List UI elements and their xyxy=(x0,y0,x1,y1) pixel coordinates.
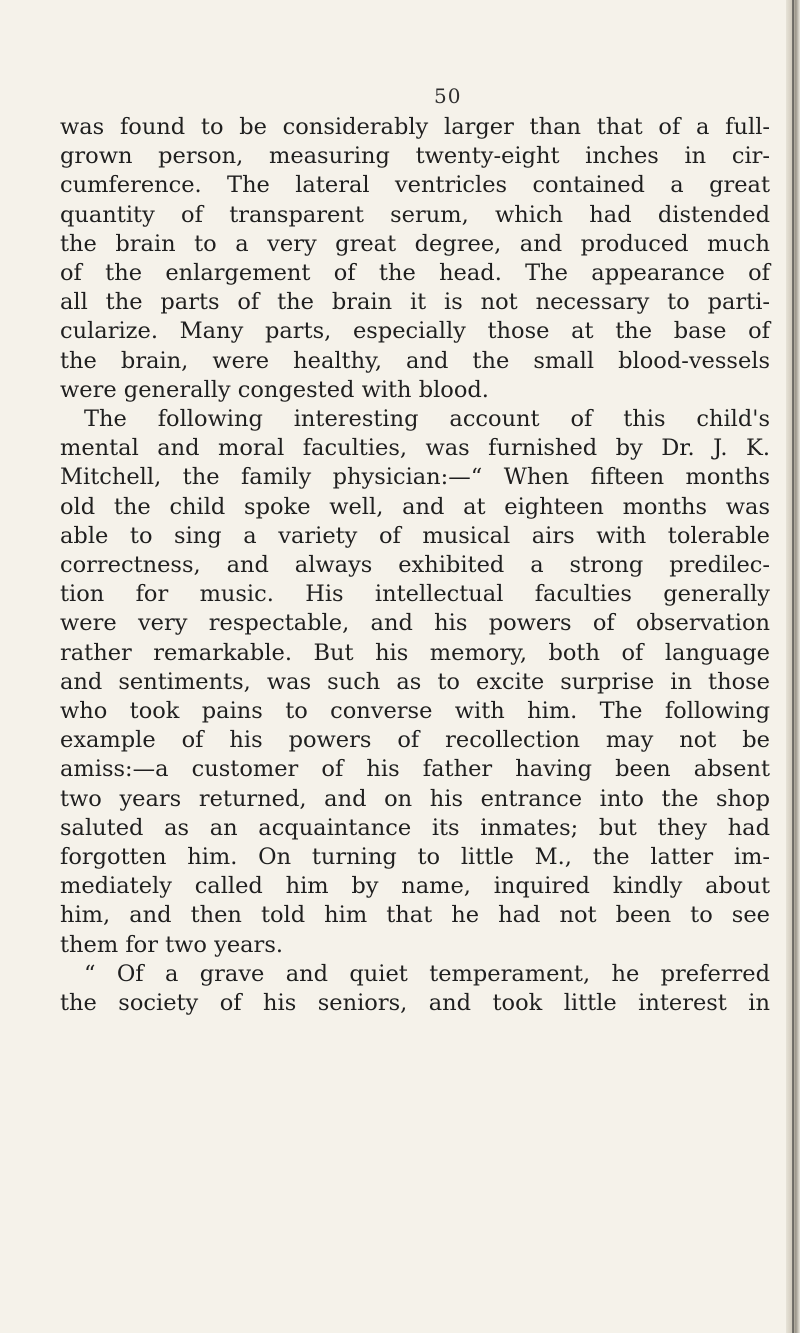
text-line: quantity of transparent serum, which had distended xyxy=(60,201,770,228)
text-line: who took pains to converse with him. The following xyxy=(60,698,770,725)
text-line: “ Of a grave and quiet temperament, he preferred xyxy=(84,960,770,987)
text-line: all the parts of the brain it is not necessary to parti- xyxy=(60,289,770,316)
text-line: them for two years. xyxy=(60,931,284,958)
text-line: able to sing a variety of musical airs with tolerable xyxy=(60,522,770,549)
text-line: were very respectable, and his powers of observation xyxy=(60,610,770,637)
text-line: forgotten him. On turning to little M., the latter im- xyxy=(60,844,770,871)
text-line: him, and then told him that he had not been to see xyxy=(60,902,770,929)
text-line: rather remarkable. But his memory, both of language xyxy=(60,639,770,666)
text-line: were generally congested with blood. xyxy=(60,376,489,403)
text-line: of the enlargement of the head. The appearance of xyxy=(60,260,770,287)
text-line: two years returned, and on his entrance into the shop xyxy=(60,785,770,812)
text-line: the brain, were healthy, and the small blood-vessels xyxy=(60,347,770,374)
text-line: the society of his seniors, and took little interest in xyxy=(60,990,770,1017)
text-line: old the child spoke well, and at eighteen months was xyxy=(60,493,770,520)
text-line: amiss:—a customer of his father having been absent xyxy=(60,756,770,783)
text-line: cumference. The lateral ventricles contained a great xyxy=(60,172,770,199)
text-line: mental and moral faculties, was furnished by Dr. J. K. xyxy=(60,435,770,462)
text-line: mediately called him by name, inquired kindly about xyxy=(60,873,770,900)
page-edge-line xyxy=(792,0,794,1333)
text-line: The following interesting account of this child's xyxy=(84,406,770,433)
text-line: cularize. Many parts, especially those at the base of xyxy=(60,318,770,345)
text-line: the brain to a very great degree, and produced much xyxy=(60,230,770,257)
text-line: correctness, and always exhibited a strong predilec- xyxy=(60,552,770,579)
text-line: grown person, measuring twenty-eight inches in cir- xyxy=(60,143,770,170)
text-line: example of his powers of recollection may not be xyxy=(60,727,770,754)
text-line: and sentiments, was such as to excite surprise in those xyxy=(60,668,770,695)
text-line: saluted as an acquaintance its inmates; but they had xyxy=(60,814,770,841)
text-line: was found to be considerably larger than that of a full- xyxy=(60,114,770,140)
text-line: Mitchell, the family physician:—“ When fifteen months xyxy=(60,464,770,491)
page-number: 50 xyxy=(434,84,462,108)
text-line: tion for music. His intellectual faculties generally xyxy=(60,581,770,608)
body-text xyxy=(60,113,770,1018)
